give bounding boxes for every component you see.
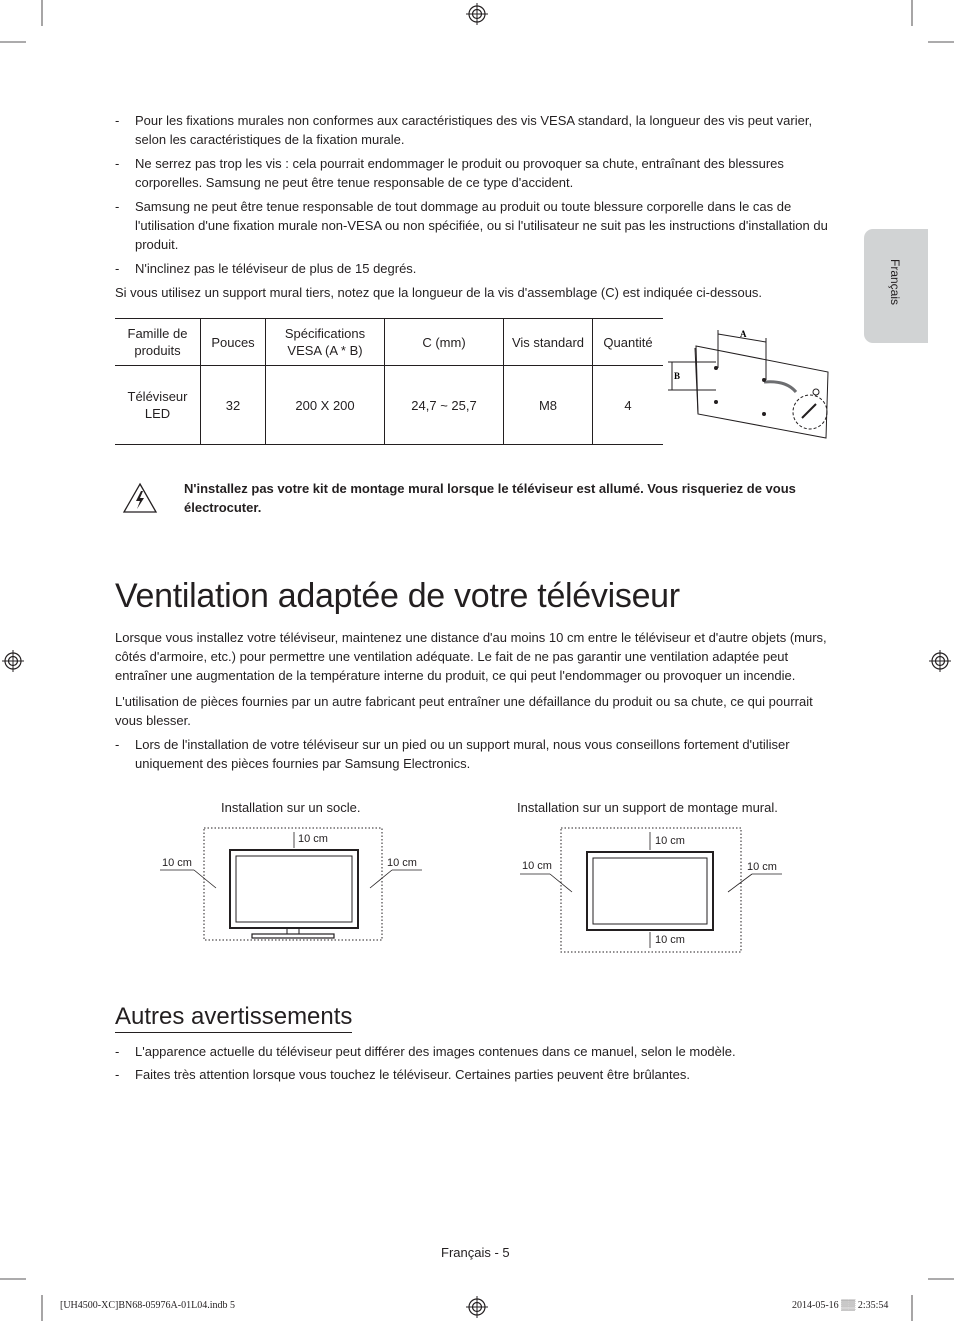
- wall-installation-diagram: [520, 826, 784, 954]
- list-item: [115, 735, 840, 773]
- list-dash: -: [115, 199, 120, 214]
- table-header-cell: C (mm): [385, 319, 504, 366]
- list-item: [115, 1042, 840, 1061]
- section-title-ventilation: Ventilation adaptée de votre téléviseur: [115, 577, 680, 615]
- list-dash: -: [115, 737, 120, 752]
- list-dash: -: [115, 1044, 120, 1059]
- list-item-text: N'inclinez pas le téléviseur de plus de 15 degrés.: [135, 261, 417, 276]
- section-title-other-warnings: Autres avertissements: [115, 1002, 352, 1033]
- ventilation-paragraph: Lorsque vous installez votre téléviseur, maintenez une distance d'au moins 10 cm entre le téléviseur et d'autre objets (murs, côtés d'armoire, etc.) pour permettre une ventilation adéquate. Le fait de ne pas garantir une ventilation adaptée peut entraîner une augmentation de la température interne du produit, ce qui peut l'endommager ou provoquer un incendie.: [115, 630, 827, 683]
- stand-installation-diagram: [160, 826, 426, 942]
- table-header-row: [115, 319, 663, 366]
- list-item-text: Ne serrez pas trop les vis : cela pourrait endommager le produit ou provoquer sa chute, entraînant des blessures corporelles. Samsung ne peut être tenue responsable de ce type d'accident.: [135, 156, 784, 190]
- list-item: [115, 1065, 840, 1084]
- distance-label: 10 cm: [655, 934, 685, 946]
- caption-wall-installation: Installation sur un support de montage mural.: [517, 800, 778, 815]
- ventilation-paragraph: L'utilisation de pièces fournies par un autre fabricant peut entraîner une défaillance du produit ou sa chute, ce qui pourrait vous blesser.: [115, 694, 813, 728]
- table-header-cell: Spécifications VESA (A * B): [266, 319, 385, 366]
- distance-label: 10 cm: [747, 861, 777, 873]
- list-dash: -: [115, 156, 120, 171]
- list-item-text: Pour les fixations murales non conformes aux caractéristiques des vis VESA standard, la longueur des vis peut varier, selon les caractéristiques de la fixation murale.: [135, 113, 813, 147]
- distance-label: 10 cm: [298, 833, 328, 845]
- list-item: [115, 154, 840, 192]
- distance-label: 10 cm: [162, 857, 192, 869]
- language-side-tab-label: Français: [888, 259, 902, 306]
- language-side-tab: [864, 229, 928, 343]
- registration-mark-icon: [929, 650, 951, 672]
- caption-stand-installation: Installation sur un socle.: [221, 800, 361, 815]
- table-cell: Téléviseur LED: [127, 389, 188, 421]
- registration-mark-icon: [466, 3, 488, 25]
- table-row: [115, 366, 663, 445]
- distance-label: 10 cm: [387, 857, 417, 869]
- table-cell: 200 X 200: [266, 366, 385, 445]
- list-item: [115, 259, 840, 278]
- distance-label: 10 cm: [522, 860, 552, 872]
- table-header-cell: Vis standard: [504, 319, 593, 366]
- list-item-text: Faites très attention lorsque vous touchez le téléviseur. Certaines parties peuvent être brûlantes.: [135, 1067, 690, 1082]
- list-item-text: Lors de l'installation de votre téléviseur sur un pied ou un support mural, nous vous conseillons fortement d'utiliser uniquement des pièces fournies par Samsung Electronics.: [135, 737, 790, 771]
- diagram-label-b: B: [674, 371, 681, 381]
- table-header-cell: Quantité: [593, 319, 664, 366]
- list-item-text: Samsung ne peut être tenue responsable de tout dommage au produit ou toute blessure corporelle dans le cas de l'utilisation d'une fixation murale non-VESA ou non spécifiée, ou si l'utilisateur ne suit pas les instructions d'installation du produit.: [135, 199, 828, 252]
- screw-spec-table: [115, 318, 663, 445]
- table-cell: 32: [201, 366, 266, 445]
- warning-text: N'installez pas votre kit de montage mural lorsque le téléviseur est allumé. Vous risqueriez de vous électrocuter.: [184, 481, 796, 515]
- page-number: Français - 5: [441, 1245, 510, 1260]
- list-item: [115, 197, 840, 254]
- list-item-text: L'apparence actuelle du téléviseur peut différer des images contenues dans ce manuel, selon le modèle.: [135, 1044, 736, 1059]
- list-item: [115, 111, 840, 149]
- footer-file-name: [UH4500-XC]BN68-05976A-01L04.indb 5: [60, 1300, 235, 1311]
- table-header-cell: Pouces: [201, 319, 266, 366]
- list-dash: -: [115, 113, 120, 128]
- table-header-cell: Famille de produits: [127, 326, 188, 358]
- intro-sentence: Si vous utilisez un support mural tiers, notez que la longueur de la vis d'assemblage (C) est indiquée ci-dessous.: [115, 285, 763, 300]
- table-cell: 4: [593, 366, 664, 445]
- diagram-label-a: A: [740, 329, 747, 339]
- table-cell: M8: [504, 366, 593, 445]
- list-dash: -: [115, 1067, 120, 1082]
- registration-mark-icon: [2, 650, 24, 672]
- table-cell: 24,7 ~ 25,7: [385, 366, 504, 445]
- footer-timestamp: 2014-05-16 ▒▒ 2:35:54: [792, 1300, 889, 1311]
- registration-mark-icon: [466, 1296, 488, 1318]
- list-dash: -: [115, 261, 120, 276]
- distance-label: 10 cm: [655, 835, 685, 847]
- electric-warning-icon: [122, 482, 158, 514]
- wall-mount-screw-diagram: [668, 322, 840, 444]
